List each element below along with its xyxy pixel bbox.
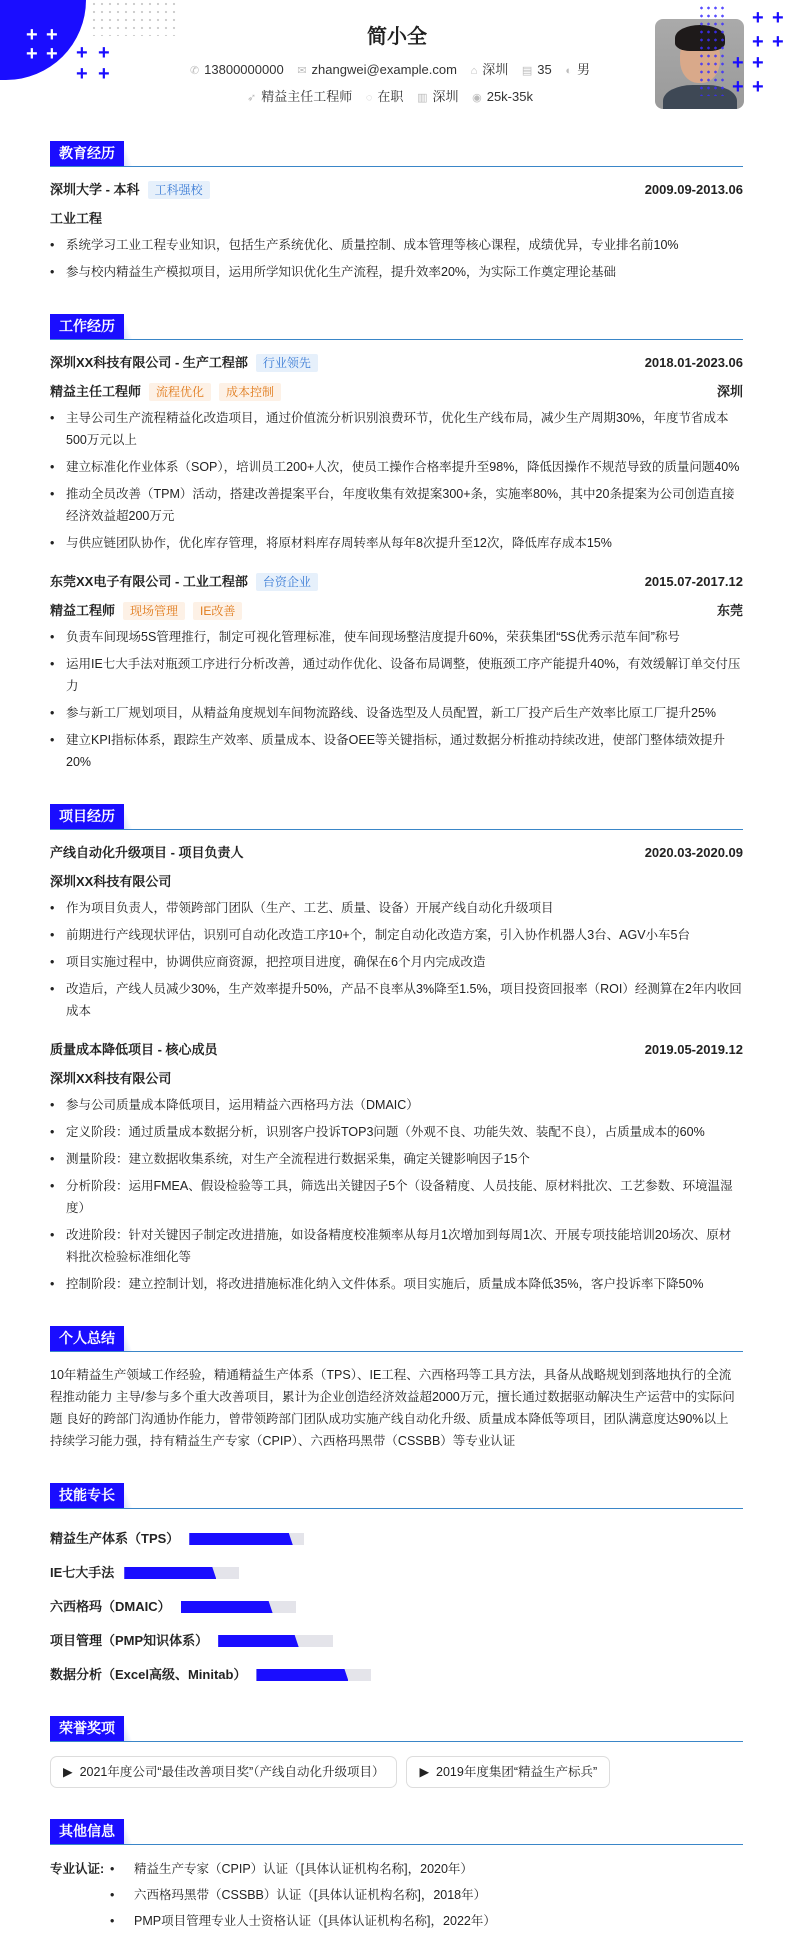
cert-item: • 六西格玛黑带（CSSBB）认证（[具体认证机构名称]，2018年） xyxy=(110,1885,743,1905)
building-icon: ▥ xyxy=(417,92,428,104)
section-other: 其他信息 xyxy=(50,1815,743,1845)
skill-bar xyxy=(181,1601,296,1613)
resume-body xyxy=(50,137,743,1937)
date: 2019.05-2019.12 xyxy=(644,1042,743,1057)
date: 2018.01-2023.06 xyxy=(644,355,743,370)
honors-list xyxy=(50,1756,743,1788)
cert-item: • PMP项目管理专业人士资格认证（[具体认证机构名称]，2022年） xyxy=(110,1911,743,1931)
tag: 工科强校 xyxy=(148,181,210,199)
tag: 台资企业 xyxy=(256,573,318,591)
list-item: • 定义阶段：通过质量成本数据分析，识别客户投诉TOP3问题（外观不良、功能失效、装配不良），占质量成本的60% xyxy=(50,1121,743,1143)
salary-icon: ◉ xyxy=(472,92,482,104)
target-city: 深圳 xyxy=(432,89,459,104)
skill-bar xyxy=(218,1635,333,1647)
work-title: 精益工程师 现场管理 IE改善 东莞 xyxy=(50,601,743,621)
date: 2020.03-2020.09 xyxy=(644,845,743,860)
decor-circle xyxy=(0,0,86,80)
work-company: 东莞XX电子有限公司 - 工业工程部 台资企业 2015.07-2017.12 xyxy=(50,572,743,592)
skill-item: 精益生产体系（TPS） xyxy=(50,1529,403,1549)
gender-icon: ◐ xyxy=(565,65,573,77)
project-name: 质量成本降低项目 - 核心成员 2019.05-2019.12 xyxy=(50,1040,743,1060)
gender: 男 xyxy=(577,62,591,77)
email: zhangwei@example.com xyxy=(311,62,457,77)
honor-item: ▶ 2021年度公司“最佳改善项目奖”（产线自动化升级项目） xyxy=(50,1756,397,1788)
decor-dots-blue xyxy=(698,4,728,96)
edu-major: 工业工程 xyxy=(50,211,103,226)
plus-icon: + xyxy=(752,52,764,74)
candidate-name: 简小全 xyxy=(367,26,427,48)
list-item: • 建立标准化作业体系（SOP），培训员工200+人次，使员工操作合格率提升至98%，降低因操作不规范导致的质量问题40% xyxy=(50,456,743,478)
phone: 13800000000 xyxy=(204,62,284,77)
age: 35 xyxy=(537,62,552,77)
project-name: 产线自动化升级项目 - 项目负责人 2020.03-2020.09 xyxy=(50,843,743,863)
cert-label: 专业认证: xyxy=(50,1862,105,1876)
certifications xyxy=(50,1859,743,1937)
position: 精益主任工程师 xyxy=(261,89,353,104)
project-company: 深圳XX科技有限公司 xyxy=(50,874,172,889)
cert-item: • 精益生产专家（CPIP）认证（[具体认证机构名称]，2020年） xyxy=(110,1859,743,1879)
skills-list xyxy=(50,1515,743,1685)
skill-item: IE七大手法 xyxy=(50,1563,403,1583)
plus-icon: + xyxy=(752,7,764,29)
skill-item: 项目管理（PMP知识体系） xyxy=(50,1631,403,1651)
job-intent-row xyxy=(120,88,650,107)
tag: 行业领先 xyxy=(256,354,318,372)
section-summary: 个人总结 xyxy=(50,1322,743,1352)
list-item: • 推动全员改善（TPM）活动，搭建改善提案平台，年度收集有效提案300+条，实施率80%，其中20条提案为公司创造直接经济效益超200万元 xyxy=(50,483,743,527)
tag: 现场管理 xyxy=(123,602,185,620)
list-item: • 前期进行产线现状评估，识别可自动化改造工序10+个，制定自动化改造方案，引入协作机器人3台、AGV小车5台 xyxy=(50,924,743,946)
city: 深圳 xyxy=(482,62,509,77)
list-item: • 建立KPI指标体系，跟踪生产效率、质量成本、设备OEE等关键指标，通过数据分析推动持续改进，使部门整体绩效提升20% xyxy=(50,729,743,773)
plus-icon: + xyxy=(772,31,784,53)
plus-icon: + xyxy=(46,24,58,46)
work-title: 精益主任工程师 流程优化 成本控制 深圳 xyxy=(50,382,743,402)
project-company: 深圳XX科技有限公司 xyxy=(50,1071,172,1086)
work-city: 东莞 xyxy=(716,603,743,618)
tag: IE改善 xyxy=(193,602,242,620)
list-item: • 控制阶段：建立控制计划，将改进措施标准化纳入文件体系。项目实施后，质量成本降低35%，客户投诉率下降50% xyxy=(50,1273,743,1295)
home-icon: ⌂ xyxy=(470,65,478,77)
skill-bar xyxy=(189,1533,304,1545)
send-icon: ➶ xyxy=(247,92,257,104)
work-city: 深圳 xyxy=(716,384,743,399)
date: 2015.07-2017.12 xyxy=(644,574,743,589)
skill-bar-fill xyxy=(181,1601,273,1613)
plus-icon: + xyxy=(76,63,88,85)
status: 在职 xyxy=(377,89,404,104)
list-item: • 测量阶段：建立数据收集系统，对生产全流程进行数据采集，确定关键影响因子15个 xyxy=(50,1148,743,1170)
list-item: • 参与新工厂规划项目，从精益角度规划车间物流路线、设备选型及人员配置，新工厂投产后生产效率比原工厂提升25% xyxy=(50,702,743,724)
status-icon: ◌ xyxy=(365,92,373,104)
work-company: 深圳XX科技有限公司 - 生产工程部 行业领先 2018.01-2023.06 xyxy=(50,353,743,373)
tag: 流程优化 xyxy=(149,383,211,401)
list-item: • 运用IE七大手法对瓶颈工序进行分析改善，通过动作优化、设备布局调整，使瓶颈工序产能提升40%，有效缓解订单交付压力 xyxy=(50,653,743,697)
list-item: • 参与校内精益生产模拟项目，运用所学知识优化生产流程，提升效率20%，为实际工作奠定理论基础 xyxy=(50,261,743,283)
plus-icon: + xyxy=(98,42,110,64)
summary-text: 10年精益生产领域工作经验，精通精益生产体系（TPS）、IE工程、六西格玛等工具方法，具备从战略规划到落地执行的全流程推动能力 主导/参与多个重大改善项目，累计为企业创造经济效益超2000万元，擅长通过数据驱动解决生产运营中的实际问题 良好的跨部门沟通协作能力，曾带领跨部门团队成功实施产线自动化升级、质量成本降低等项目，团队满意度达90%以上 持续学习能力强，持有精益生产专家（CPIP）、六西格玛黑带（CSSBB）等专业认证 xyxy=(50,1368,735,1448)
section-work: 工作经历 xyxy=(50,310,743,340)
plus-icon: + xyxy=(98,63,110,85)
plus-icon: + xyxy=(26,43,38,65)
age-icon: ▤ xyxy=(521,65,533,77)
plus-icon: + xyxy=(26,24,38,46)
list-item: • 系统学习工业工程专业知识，包括生产系统优化、质量控制、成本管理等核心课程，成绩优异，专业排名前10% xyxy=(50,234,743,256)
list-item: • 主导公司生产流程精益化改造项目，通过价值流分析识别浪费环节，优化生产线布局，减少生产周期30%，年度节省成本500万元以上 xyxy=(50,407,743,451)
plus-icon: + xyxy=(752,76,764,98)
list-item: • 与供应链团队协作，优化库存管理，将原材料库存周转率从每年8次提升至12次，降低库存成本15% xyxy=(50,532,743,554)
skill-bar-fill xyxy=(218,1635,299,1647)
section-skills: 技能专长 xyxy=(50,1479,743,1509)
list-item: • 改进阶段：针对关键因子制定改进措施，如设备精度校准频率从每月1次增加到每周1次、开展专项技能培训20场次、原材料批次检验标准细化等 xyxy=(50,1224,743,1268)
phone-icon: ✆ xyxy=(189,65,200,77)
contact-row xyxy=(120,61,650,80)
skill-bar-fill xyxy=(256,1669,348,1681)
plus-icon: + xyxy=(76,42,88,64)
skill-bar-fill xyxy=(124,1567,216,1579)
section-education: 教育经历 xyxy=(50,137,743,167)
date: 2009.09-2013.06 xyxy=(644,182,743,197)
salary: 25k-35k xyxy=(486,89,533,104)
list-item: • 分析阶段：运用FMEA、假设检验等工具，筛选出关键因子5个（设备精度、人员技能、原材料批次、工艺参数、环境温湿度） xyxy=(50,1175,743,1219)
skill-bar xyxy=(256,1669,371,1681)
skill-item: 六西格玛（DMAIC） xyxy=(50,1597,403,1617)
skill-item: 数据分析（Excel高级、Minitab） xyxy=(50,1665,403,1685)
plus-icon: + xyxy=(46,43,58,65)
plus-icon: + xyxy=(752,31,764,53)
edu-school: 深圳大学 - 本科 工科强校 2009.09-2013.06 xyxy=(50,180,743,200)
plus-icon: + xyxy=(732,76,744,98)
list-item: • 项目实施过程中，协调供应商资源，把控项目进度，确保在6个月内完成改造 xyxy=(50,951,743,973)
honor-item: ▶ 2019年度集团“精益生产标兵” xyxy=(406,1756,610,1788)
list-item: • 参与公司质量成本降低项目，运用精益六西格玛方法（DMAIC） xyxy=(50,1094,743,1116)
tag: 成本控制 xyxy=(219,383,281,401)
email-icon: ✉ xyxy=(297,65,307,77)
list-item: • 作为项目负责人，带领跨部门团队（生产、工艺、质量、设备）开展产线自动化升级项目 xyxy=(50,897,743,919)
section-honors: 荣誉奖项 xyxy=(50,1712,743,1742)
list-item: • 改造后，产线人员减少30%，生产效率提升50%，产品不良率从3%降至1.5%，项目投资回报率（ROI）经测算在2年内收回成本 xyxy=(50,978,743,1022)
plus-icon: + xyxy=(732,52,744,74)
plus-icon: + xyxy=(772,7,784,29)
skill-bar-fill xyxy=(189,1533,293,1545)
section-projects: 项目经历 xyxy=(50,800,743,830)
list-item: • 负责车间现场5S管理推行，制定可视化管理标准，使车间现场整洁度提升60%，荣获集团“5S优秀示范车间”称号 xyxy=(50,626,743,648)
skill-bar xyxy=(124,1567,239,1579)
